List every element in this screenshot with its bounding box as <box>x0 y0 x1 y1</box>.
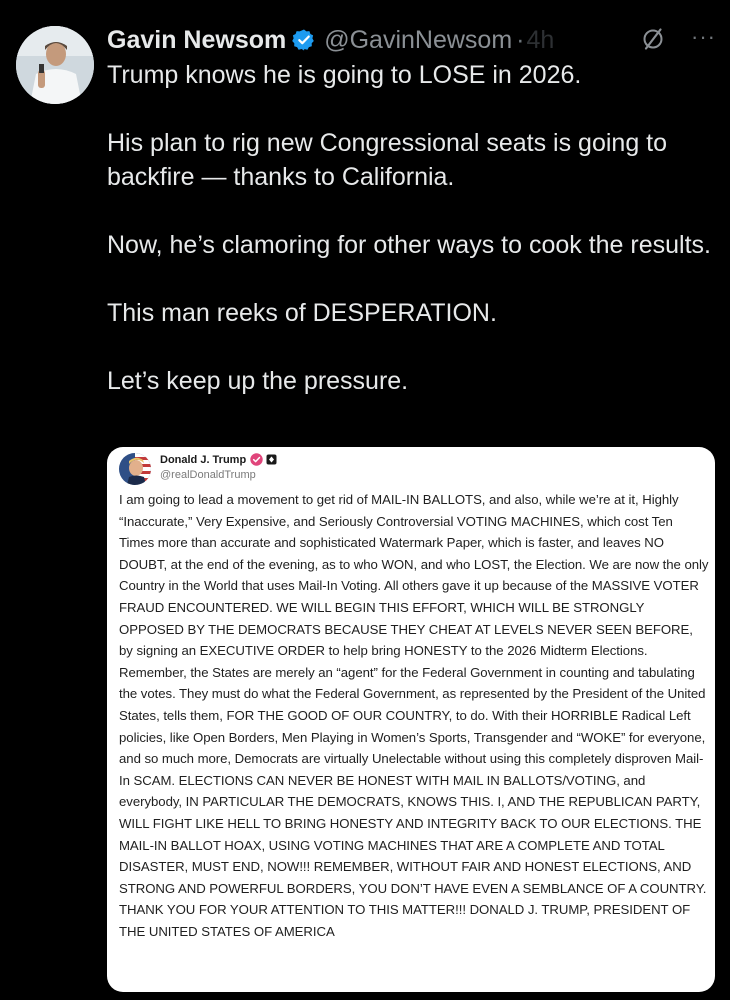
author-avatar[interactable] <box>16 26 94 104</box>
author-name[interactable]: Gavin Newsom <box>107 25 287 54</box>
post-time[interactable]: 4h <box>526 25 555 54</box>
quoted-post-image[interactable] <box>107 447 715 992</box>
tweet-header <box>107 22 720 58</box>
quoted-post-body: I am going to lead a movement to get rid of MAIL-IN BALLOTS, and also, while we’re at it, Highly “Inaccurate,” Very Expensive, and Seriously Controversial VOTING MACHINES, which cost Ten Times more than accurate and sophisticated Watermark Paper, which is faster, and leaves NO DOUBT, at the end of the evening, as to who WON, and who LOST, the Election. We are now the only Country in the World that uses Mail-In Voting. All others gave it up because of the MASSIVE VOTER FRAUD ENCOUNTERED. WE WILL BEGIN THIS EFFORT, WHICH WILL BE STRONGLY OPPOSED BY THE DEMOCRATS BECAUSE THEY CHEAT AT LEVELS NEVER SEEN BEFORE, by signing an EXECUTIVE ORDER to help bring HONESTY to the 2026 Midterm Elections. Remember, the States are merely an “agent” for the Federal Government in counting and tabulating the votes. They must do what the Federal Government, as represented by the President of the United States, tells them, FOR THE GOOD OF OUR COUNTRY, to do. With their HORRIBLE Radical Left policies, like Open Borders, Men Playing in Women’s Sports, Transgender and “WOKE” for everyone, and so much more, Democrats are virtually Unelectable without using this completely disproven Mail-In SCAM. ELECTIONS CAN NEVER BE HONEST WITH MAIL IN BALLOTS/VOTING, and everybody, IN PARTICULAR THE DEMOCRATS, KNOWS THIS. I, AND THE REPUBLICAN PARTY, WILL FIGHT LIKE HELL TO BRING HONESTY AND INTEGRITY BACK TO OUR ELECTIONS. THE MAIL-IN BALLOT HOAX, USING VOTING MACHINES THAT ARE A COMPLETE AND TOTAL DISASTER, MUST END, NOW!!! REMEMBER, WITHOUT FAIR AND HONEST ELECTIONS, AND STRONG AND POWERFUL BORDERS, YOU DON’T HAVE EVEN A SEMBLANCE OF A COUNTRY. THANK YOU FOR YOUR ATTENTION TO THIS MATTER!!! DONALD J. TRUMP, PRESIDENT OF THE UNITED STATES OF AMERICA <box>119 492 709 939</box>
quoted-author-avatar <box>119 453 151 485</box>
quoted-author-name: Donald J. Trump <box>160 453 247 466</box>
tweet-paragraph: Trump knows he is going to LOSE in 2026. <box>107 61 582 89</box>
quoted-author-handle: @realDonaldTrump <box>160 469 256 481</box>
tweet-paragraph: Let’s keep up the pressure. <box>107 367 409 395</box>
verified-badge-icon[interactable] <box>292 28 316 52</box>
header-separator: · <box>516 25 525 54</box>
quoted-author-name-row <box>160 453 277 466</box>
tweet-paragraph: His plan to rig new Congressional seats is going to backfire — thanks to California. <box>107 129 668 191</box>
slashed-circle-icon[interactable] <box>640 26 666 52</box>
square-badge-icon <box>266 454 277 465</box>
author-handle[interactable]: @GavinNewsom <box>324 25 513 54</box>
more-options-icon[interactable]: ··· <box>691 24 716 49</box>
pink-badge-icon <box>250 453 263 466</box>
tweet-paragraph: This man reeks of DESPERATION. <box>107 299 497 327</box>
tweet-text <box>107 58 717 398</box>
avatar-photo <box>16 26 94 104</box>
tweet-paragraph: Now, he’s clamoring for other ways to cook the results. <box>107 231 711 259</box>
